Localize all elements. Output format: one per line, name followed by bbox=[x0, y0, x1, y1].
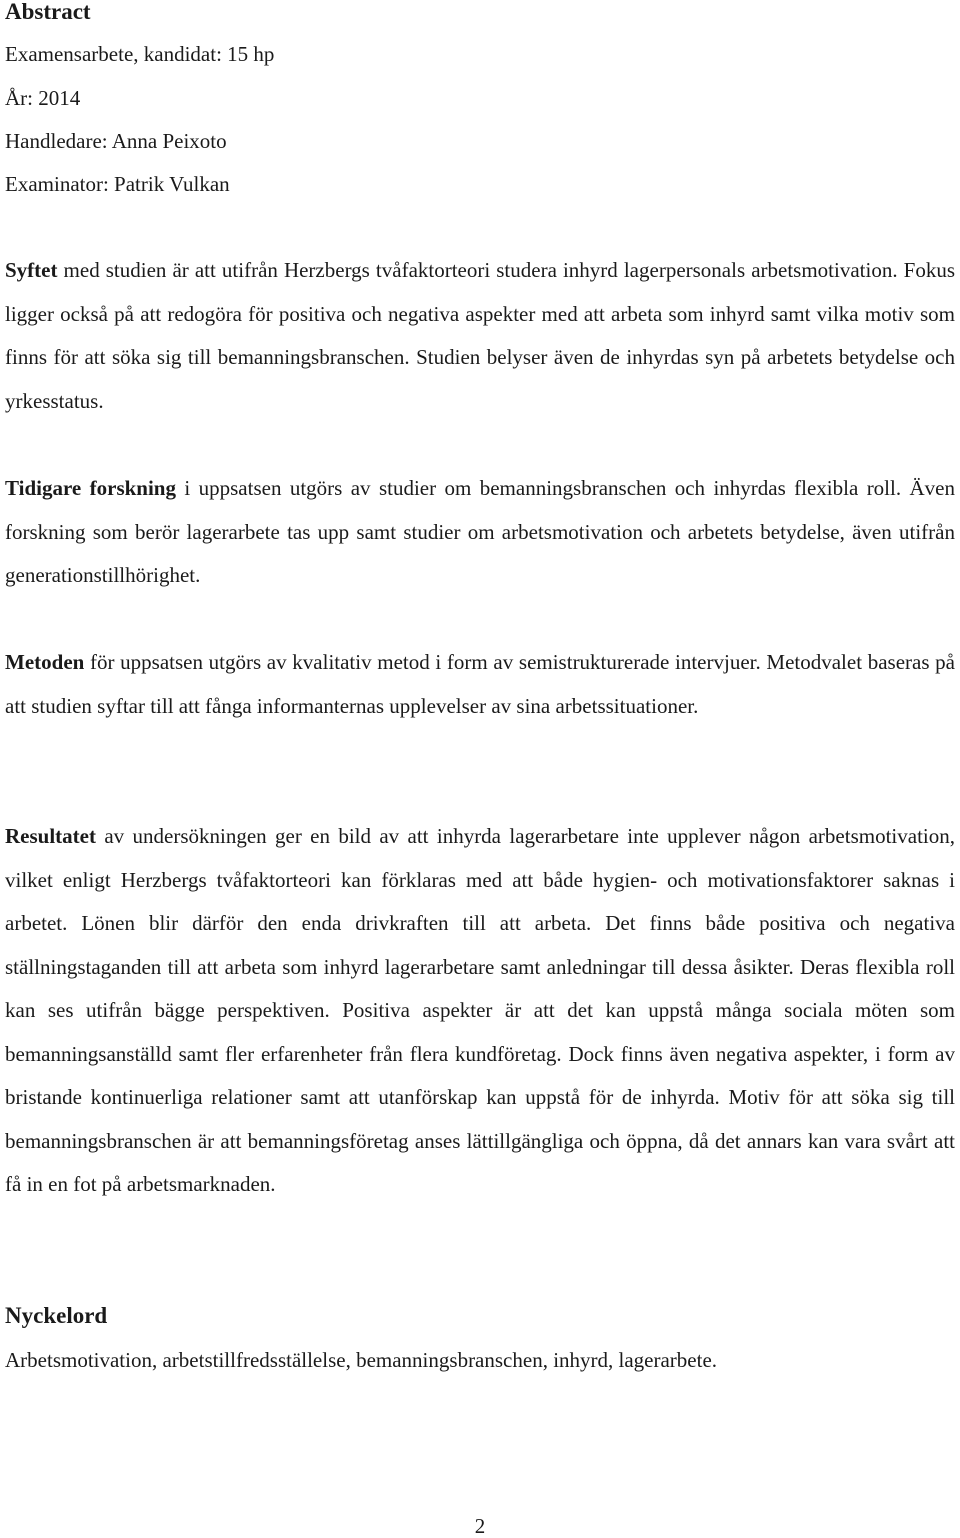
paragraph-resultatet bbox=[5, 815, 955, 1207]
paragraph-body-resultatet: av undersökningen ger en bild av att inhyrda lagerarbetare inte upplever någon arbetsmotivation, vilket enligt Herzbergs tvåfaktorteori kan förklaras med att både hygien- och motivationsfaktorer saknas i arbetet. Lönen blir därför den enda drivkraften till att arbeta. Det finns både positiva och negativa ställningstaganden till att arbeta som inhyrd lagerarbetare samt anledningar till dessa åsikter. Deras flexibla roll kan ses utifrån bägge perspektiven. Positiva aspekter är att det kan uppstå många sociala möten som bemanningsanställd samt fler erfarenheter från flera kundföretag. Dock finns även negativa aspekter, i form av bristande kontinuerliga relationer samt att utanförskap kan uppstå för de inhyrda. Motiv för att söka sig till bemanningsbranschen är att bemanningsföretag anses lättillgängliga och öppna, då det annars kan vara svårt att få in en fot på arbetsmarknaden. bbox=[5, 824, 955, 1196]
paragraph-metoden bbox=[5, 641, 955, 728]
meta-line-examiner: Examinator: Patrik Vulkan bbox=[5, 172, 230, 196]
paragraph-lead-tidigare-forskning: Tidigare forskning bbox=[5, 476, 176, 500]
meta-line-supervisor: Handledare: Anna Peixoto bbox=[5, 129, 227, 153]
paragraph-lead-resultatet: Resultatet bbox=[5, 824, 96, 848]
paragraph-body-tidigare-forskning: i uppsatsen utgörs av studier om bemanningsbranschen och inhyrdas flexibla roll. Även forskning som berör lagerarbete tas upp samt studier om arbetsmotivation och arbetets betydelse, även utifrån generationstillhörighet. bbox=[5, 476, 955, 587]
paragraph-tidigare-forskning bbox=[5, 467, 955, 598]
page-number: 2 bbox=[474, 1514, 486, 1538]
keywords-list: Arbetsmotivation, arbetstillfredsställelse, bemanningsbranschen, inhyrd, lagerarbete. bbox=[5, 1348, 718, 1372]
paragraph-syftet bbox=[5, 249, 955, 423]
abstract-heading: Abstract bbox=[5, 0, 91, 24]
paragraph-body-metoden: för uppsatsen utgörs av kvalitativ metod i form av semistrukturerade intervjuer. Metodvalet baseras på att studien syftar till att fånga informanternas upplevelser av sina arbetssituationer. bbox=[5, 650, 955, 718]
keywords-heading: Nyckelord bbox=[5, 1303, 108, 1328]
meta-line-course: Examensarbete, kandidat: 15 hp bbox=[5, 42, 275, 66]
paragraph-lead-metoden: Metoden bbox=[5, 650, 85, 674]
paragraph-lead-syftet: Syftet bbox=[5, 258, 58, 282]
paragraph-body-syftet: med studien är att utifrån Herzbergs tvåfaktorteori studera inhyrd lagerpersonals arbetsmotivation. Fokus ligger också på att redogöra för positiva och negativa aspekter med att arbeta som inhyrd samt vilka motiv som finns för att söka sig till bemanningsbranschen. Studien belyser även de inhyrdas syn på arbetets betydelse och yrkesstatus. bbox=[5, 258, 955, 413]
meta-line-year: År: 2014 bbox=[5, 86, 81, 110]
